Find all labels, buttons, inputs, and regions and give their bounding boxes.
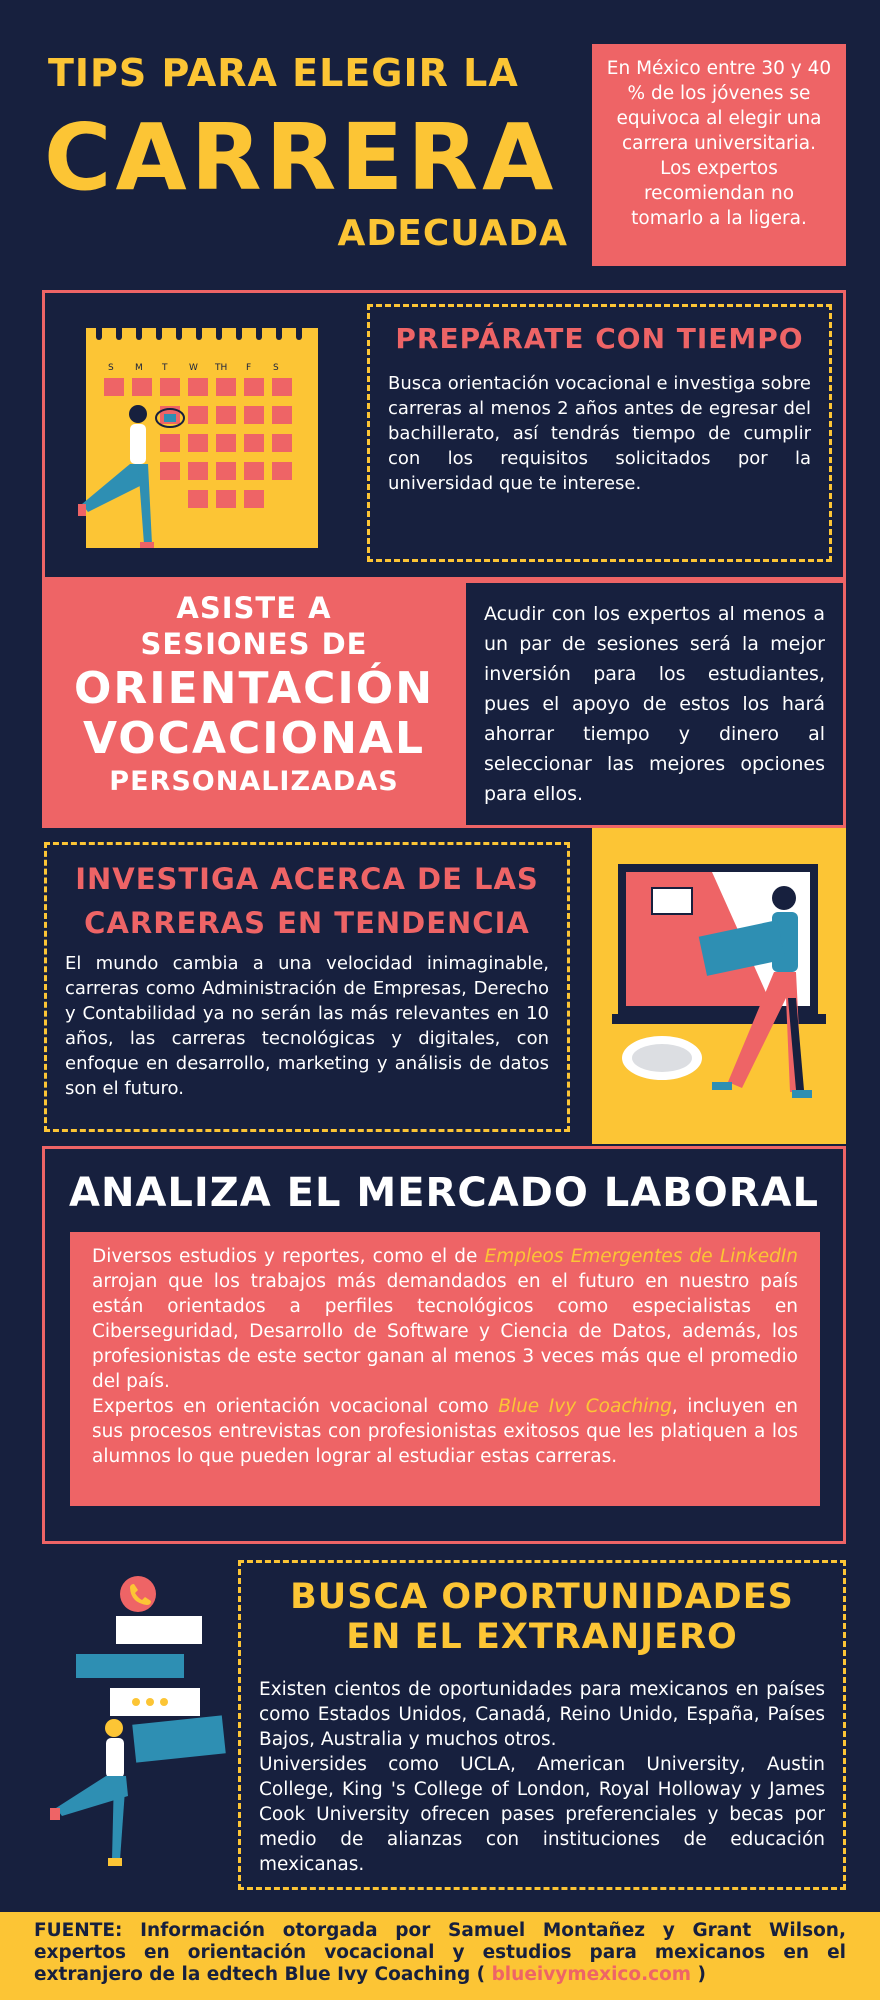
section-prepare-body: Busca orientación vocacional e investiga sobre carreras al menos 2 años antes de egresar del bachillerato, así tendrás tiempo de cumplir con los requisitos solicitados por la universidad que te interese. xyxy=(388,373,811,494)
market-p1-rest: arrojan que los trabajos más demandados en el futuro en nuestro país están orientados a perfiles tecnológicos como especialistas en Ciberseguridad, Desarrollo de Software y Ciencia de Datos, además, los profesionistas de este sector ganan al menos 3 veces más que el promedio del país. xyxy=(92,1271,798,1392)
footer-text: FUENTE: Información otorgada por Samuel Montañez y Grant Wilson, expertos en orientación vocacional y estudios para mexicanos en el extranjero de la edtech Blue Ivy Coaching ( xyxy=(34,1920,846,1985)
message-bubble-icon xyxy=(132,1715,225,1762)
title-line-2: CARRERA xyxy=(44,104,558,211)
blue-ivy-reference: Blue Ivy Coaching xyxy=(498,1396,672,1417)
laptop-illustration-panel xyxy=(592,828,846,1144)
section-abroad-title xyxy=(259,1577,825,1657)
section-market-title: ANALIZA EL MERCADO LABORAL xyxy=(69,1170,819,1216)
section-sessions-body xyxy=(466,580,846,828)
sessions-title-c: ORIENTACIÓN xyxy=(73,663,435,714)
market-p1-text: Diversos estudios y reportes, como el de xyxy=(92,1246,485,1267)
linkedin-reference: Empleos Emergentes de LinkedIn xyxy=(484,1246,799,1267)
abroad-paragraph-1: Existen cientos de oportunidades para mexicanos en países como Estados Unidos, Canadá, Reino Unido, España, Países Bajos, Australia y muchos otros. xyxy=(259,1679,825,1750)
section-trends-body: El mundo cambia a una velocidad inimaginable, carreras como Administración de Empresas, Derecho y Contabilidad ya no serán las más relevantes en 10 años, las carreras tecnológicas y digitales, con enfoque en desarrollo, marketing y análisis de datos son el futuro. xyxy=(65,953,549,1099)
calendar-day-0: S xyxy=(108,363,114,373)
sessions-title-e: PERSONALIZADAS xyxy=(109,766,399,797)
message-bubble-icon xyxy=(76,1654,184,1678)
intro-text: En México entre 30 y 40 % de los jóvenes se equivoca al elegir una carrera universitaria. Los expertos recomiendan no tomarlo a la ligera. xyxy=(606,58,832,229)
section-abroad-box xyxy=(238,1560,846,1890)
market-paragraph-1 xyxy=(92,1244,798,1394)
phone-icon xyxy=(120,1576,156,1612)
section-prepare-title: PREPÁRATE CON TIEMPO xyxy=(395,322,804,355)
sessions-body-text: Acudir con los expertos al menos a un par de sesiones será la mejor inversión para los estudiantes, pues el apoyo de estos los hará ahorrar tiempo y dinero al seleccionar las mejores opciones para ellos. xyxy=(484,603,825,805)
abroad-paragraph-2: Universides como UCLA, American University, Austin College, King 's College of London, Royal Holloway y James Cook University ofrecen pases preferenciales y becas por medio de alianzas con instituciones de educación mexicanas. xyxy=(259,1754,825,1875)
section-market-body xyxy=(70,1232,820,1506)
footer-close: ) xyxy=(691,1964,706,1985)
section-trends-box xyxy=(44,842,570,1132)
message-bubble-icon xyxy=(110,1688,200,1716)
calendar-illustration xyxy=(48,322,328,562)
title-line-1: TIPS PARA ELEGIR LA xyxy=(48,51,519,95)
sessions-title-d: VOCACIONAL xyxy=(82,713,425,764)
sessions-title-b: SESIONES DE xyxy=(140,627,368,661)
section-prepare-box xyxy=(367,304,832,562)
market-paragraph-2 xyxy=(92,1394,798,1469)
calendar-day-6: S xyxy=(273,363,279,373)
chat-illustration xyxy=(40,1570,240,1870)
abroad-title-a: BUSCA OPORTUNIDADES xyxy=(290,1577,794,1617)
message-bubble-icon xyxy=(116,1616,202,1644)
market-p2-text: Expertos en orientación vocacional como xyxy=(92,1396,499,1417)
market-p2-rest: , incluyen en sus procesos entrevistas con profesionistas exitosos que les platiquen a los alumnos lo que pueden lograr al estudiar estas carreras. xyxy=(92,1396,798,1467)
section-sessions-title-block xyxy=(42,580,466,828)
sessions-title-a: ASISTE A xyxy=(176,591,332,625)
person-figure xyxy=(50,1719,128,1866)
calendar-day-5: F xyxy=(246,363,252,373)
footer-source xyxy=(0,1912,880,2000)
calendar-day-4: TH xyxy=(215,363,228,373)
laptop-icon xyxy=(592,828,846,1144)
section-abroad-body xyxy=(259,1677,825,1877)
abroad-title-b: EN EL EXTRANJERO xyxy=(346,1617,738,1657)
calendar-day-3: W xyxy=(189,363,198,373)
title-line-3: ADECUADA xyxy=(337,213,568,254)
calendar-day-2: T xyxy=(162,363,168,373)
footer-link[interactable]: blueivymexico.com xyxy=(491,1964,692,1985)
trends-title-b: CARRERAS EN TENDENCIA xyxy=(84,906,530,940)
intro-box xyxy=(592,44,846,266)
trends-title-a: INVESTIGA ACERCA DE LAS xyxy=(75,862,539,896)
section-trends-title xyxy=(65,857,549,945)
calendar-day-1: M xyxy=(135,363,143,373)
